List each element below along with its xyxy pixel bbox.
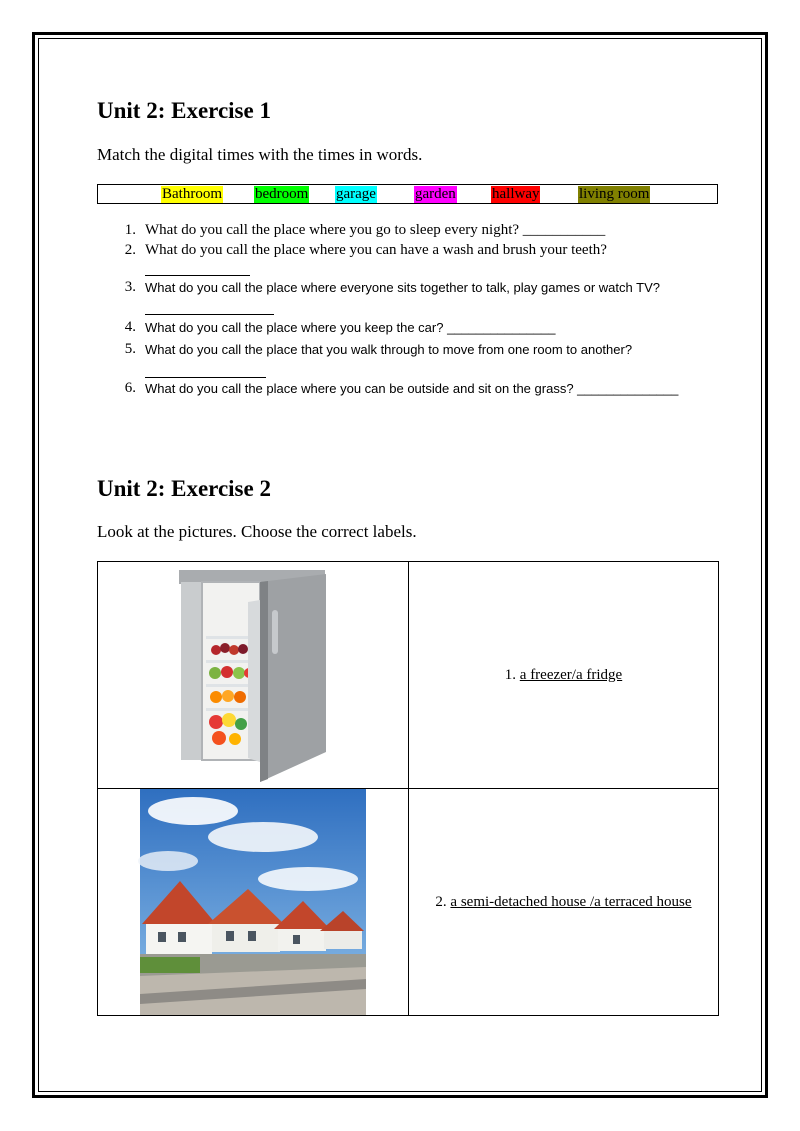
- exercise2-title: Unit 2: Exercise 2: [97, 476, 271, 501]
- answer-blank-2[interactable]: [145, 275, 250, 276]
- exercise2-instruction: Look at the pictures. Choose the correct labels.: [97, 522, 417, 541]
- fridge-image: [98, 562, 408, 788]
- label-cell-1: [409, 562, 719, 789]
- answer-blank-3[interactable]: [145, 314, 274, 315]
- word-garden: garden: [415, 186, 456, 202]
- word-box: [97, 184, 718, 204]
- word-garage: garage: [336, 186, 376, 202]
- label-cell-2: [409, 789, 719, 1016]
- word-bedroom: bedroom: [255, 186, 309, 202]
- label-number-1: 1.: [504, 666, 517, 683]
- label-options-1[interactable]: a freezer/a fridge: [519, 666, 623, 683]
- label-number-2: 2.: [435, 893, 447, 910]
- label-options-2[interactable]: a semi-detached house /a terraced house: [450, 893, 692, 910]
- houses-cell: [98, 789, 409, 1016]
- exercise1-instruction: Match the digital times with the times in words.: [97, 145, 423, 164]
- word-living-room: living room: [579, 186, 650, 202]
- fridge-cell: [98, 562, 409, 789]
- word-hallway: hallway: [492, 186, 540, 202]
- word-bathroom: Bathroom: [162, 186, 222, 202]
- exercise1-title: Unit 2: Exercise 1: [97, 98, 271, 123]
- picture-table: [97, 561, 719, 1016]
- houses-image: [98, 789, 408, 1015]
- answer-blank-5[interactable]: [145, 377, 266, 378]
